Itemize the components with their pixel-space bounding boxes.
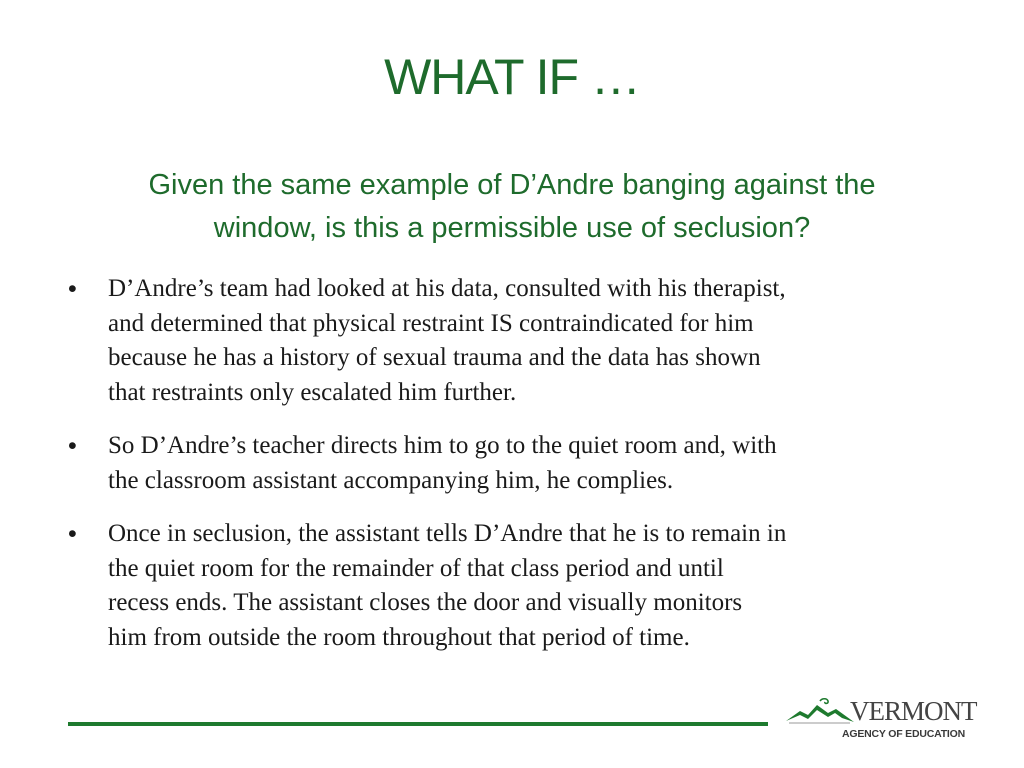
slide-title: WHAT IF … (384, 49, 640, 105)
bullet-item-1 (68, 272, 968, 410)
bullet-item-2 (68, 429, 968, 498)
bullet-3-line-2: the quiet room for the remainder of that class period and until (108, 554, 724, 582)
subtitle-line-1: Given the same example of D’Andre banging against the (148, 169, 876, 201)
bullet-marker: • (68, 520, 77, 548)
bullet-3-line-1: Once in seclusion, the assistant tells D’Andre that he is to remain in (108, 520, 787, 547)
subtitle-line-2: window, is this a permissible use of seclusion? (213, 212, 811, 244)
bullet-marker: • (68, 432, 77, 460)
bullet-2-line-2: the classroom assistant accompanying him, he complies. (108, 466, 674, 494)
bullet-1-line-4: that restraints only escalated him further. (108, 378, 517, 406)
slide-subtitle (60, 164, 964, 250)
bullet-marker: • (68, 275, 77, 303)
logo-wordmark: VERMONT (850, 696, 977, 726)
bullet-list (68, 272, 968, 674)
footer-divider (68, 722, 768, 726)
vermont-aoe-logo (784, 696, 977, 742)
bullet-3-line-3: recess ends. The assistant closes the door and visually monitors (108, 589, 743, 616)
bullet-item-3 (68, 517, 968, 655)
bullet-1-line-1: D’Andre’s team had looked at his data, consulted with his therapist, (108, 275, 786, 302)
mountain-icon (784, 696, 856, 726)
bullet-1-line-2: and determined that physical restraint IS contraindicated for him (108, 309, 754, 337)
bullet-2-line-1: So D’Andre’s teacher directs him to go to the quiet room and, with (108, 432, 777, 459)
bullet-1-line-3: because he has a history of sexual trauma and the data has shown (108, 344, 761, 371)
logo-agency-text: AGENCY OF EDUCATION (842, 728, 965, 740)
bullet-3-line-4: him from outside the room throughout that period of time. (108, 623, 690, 651)
